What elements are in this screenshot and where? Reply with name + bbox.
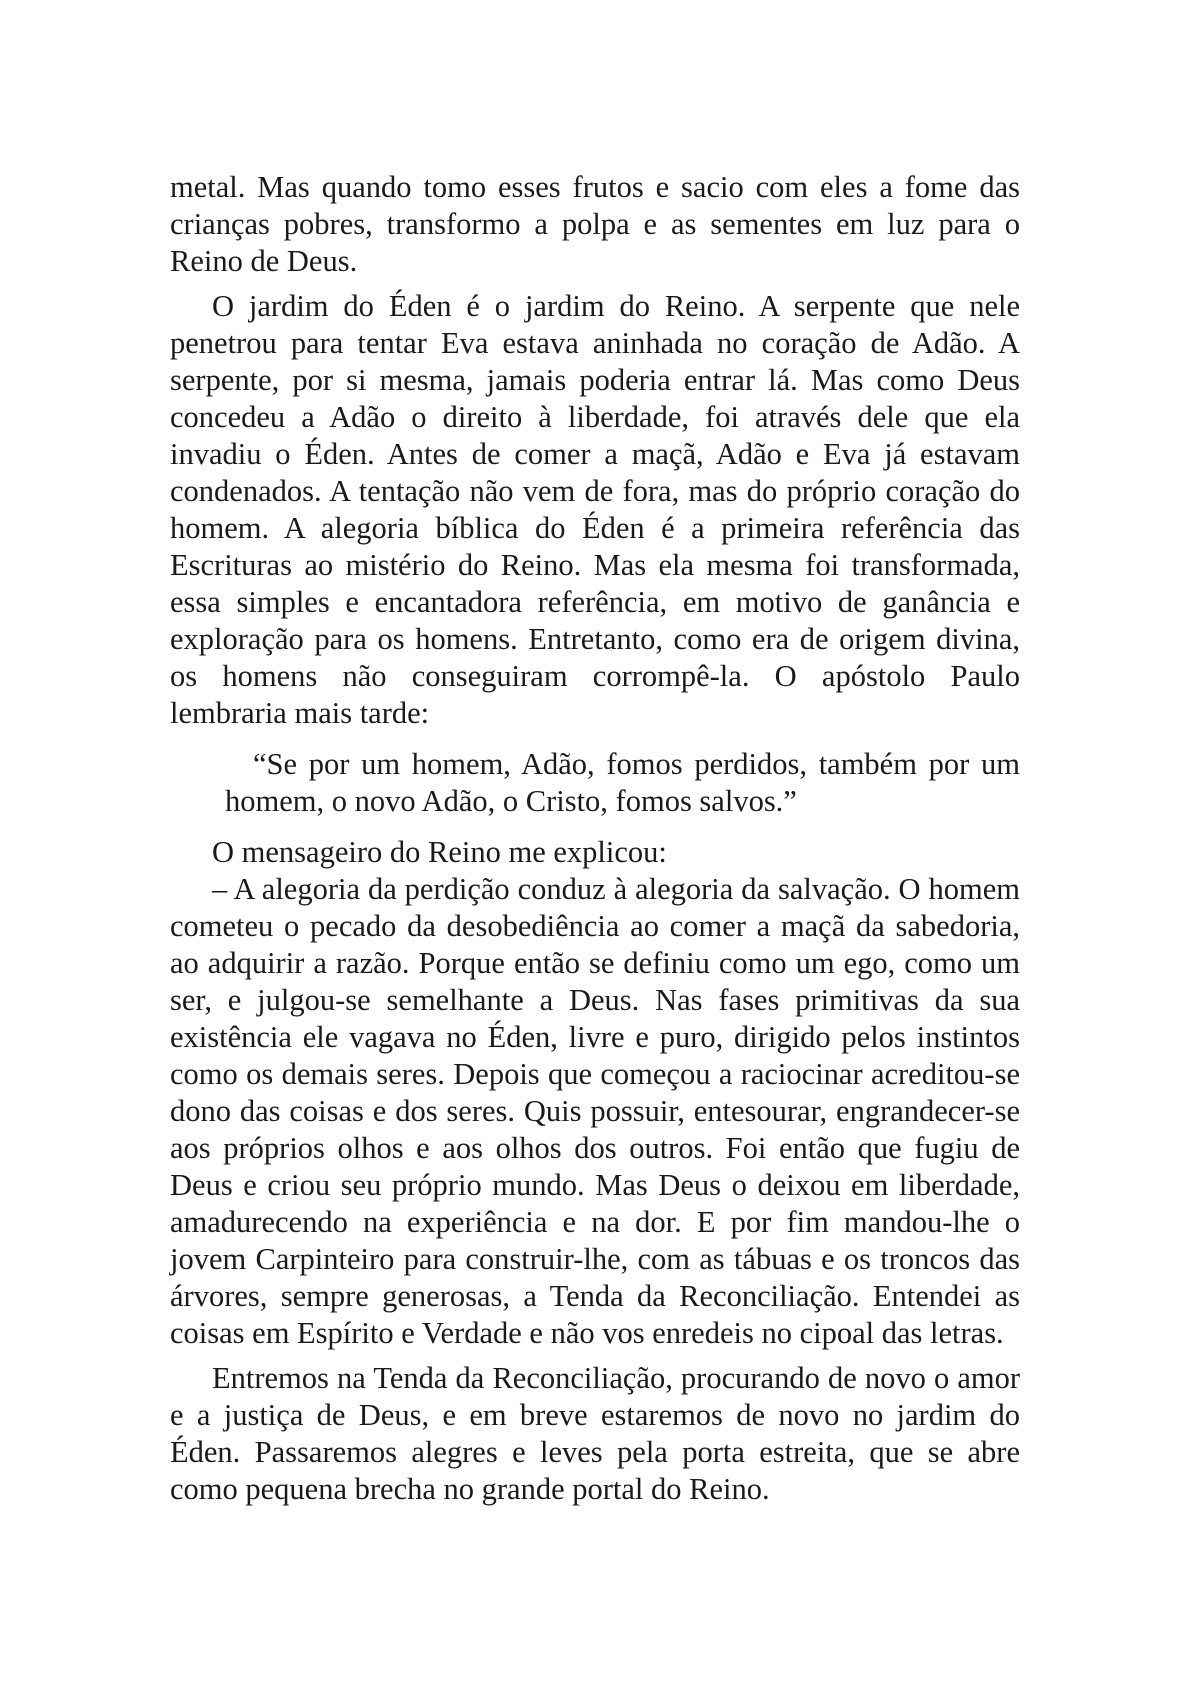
paragraph-tenda: Entremos na Tenda da Reconciliação, procurando de novo o amor e a justiça de Deus, e em breve estaremos de novo no jardim do Éden. Passaremos alegres e leves pela porta estreita, que se abre como pequena brecha no grande portal do Reino. — [170, 1361, 1020, 1506]
paragraph-eden: O jardim do Éden é o jardim do Reino. A serpente que nele penetrou para tentar Eva estava aninhada no coração de Adão. A serpente, por si mesma, jamais poderia entrar lá. Mas como Deus concedeu a Adão o direito à liberdade, foi através dele que ela invadiu o Éden. Antes de comer a maçã, Adão e Eva já estavam condenados. A tentação não vem de fora, mas do próprio coração do homem. A alegoria bíblica do Éden é a primeira referência das Escrituras ao mistério do Reino. Mas ela mesma foi transformada, essa simples e encantadora referência, em motivo de ganância e exploração para os homens. Entretanto, como era de origem divina, os homens não conseguiram corrompê-la. O apóstolo Paulo lembraria mais tarde: — [170, 289, 1020, 730]
paragraph-dialogue: – A alegoria da perdição conduz à alegoria da salvação. O homem cometeu o pecado da desobediência ao comer a maçã da sabedoria, ao adquirir a razão. Porque então se definiu como um ego, como um ser, e julgou-se semelhante a Deus. Nas fases primitivas da sua existência ele vagava no Éden, livre e puro, dirigido pelos instintos como os demais seres. Depois que começou a raciocinar acreditou-se dono das coisas e dos seres. Quis possuir, entesourar, engrandecer-se aos próprios olhos e aos olhos dos outros. Foi então que fugiu de Deus e criou seu próprio mundo. Mas Deus o deixou em liberdade, amadurecendo na experiência e na dor. E por fim mandou-lhe o jovem Carpinteiro para construir-lhe, com as tábuas e os troncos das árvores, sempre generosas, a Tenda da Reconciliação. Entendei as coisas em Espírito e Verdade e não vos enredeis no cipoal das letras. — [170, 872, 1020, 1350]
page-body — [170, 169, 1020, 1508]
paragraph-messenger: O mensageiro do Reino me explicou: — [212, 835, 667, 869]
paragraph-continued: metal. Mas quando tomo esses frutos e sacio com eles a fome das crianças pobres, transformo a polpa e as sementes em luz para o Reino de Deus. — [170, 170, 1020, 278]
block-quote: “Se por um homem, Adão, fomos perdidos, também por um homem, o novo Adão, o Cristo, fomos salvos.” — [225, 747, 1020, 818]
